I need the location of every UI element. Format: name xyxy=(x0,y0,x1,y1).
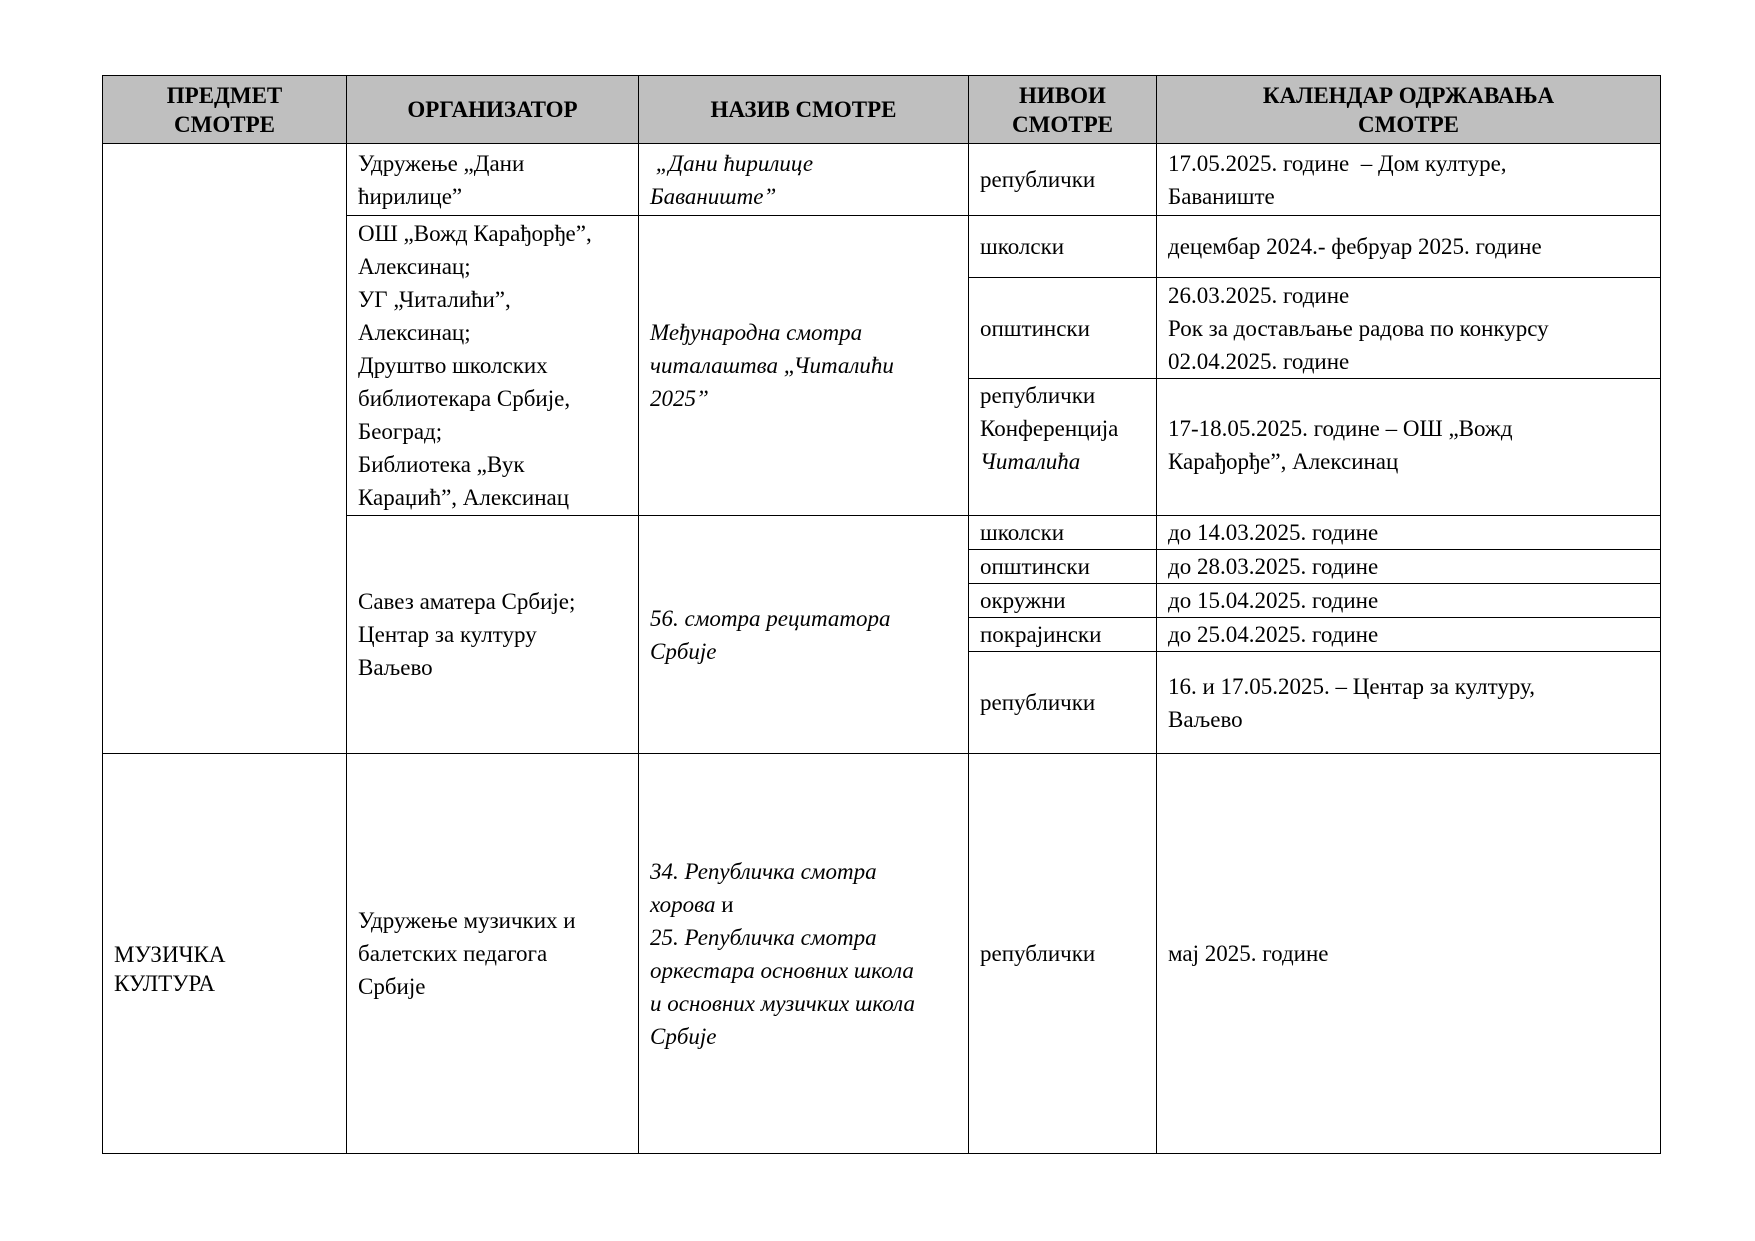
title-cell: „Дани ћирилице Баваниште” xyxy=(639,144,969,216)
header-level: НИВОИ СМОТРЕ xyxy=(969,76,1157,144)
title-conjunction: и xyxy=(715,891,734,917)
level-cell: школски xyxy=(969,516,1157,550)
calendar-cell: 17-18.05.2025. године – ОШ „Вожд Карађорђе”, Алексинац xyxy=(1157,379,1661,516)
subject-cell-empty xyxy=(103,144,347,754)
title-cell: 34. Републичка смотра хорова и 25. Републичка смотра оркестара основних школа и основних музичких школа Србије xyxy=(639,754,969,1154)
level-cell: републички xyxy=(969,652,1157,754)
level-cell: општински xyxy=(969,550,1157,584)
header-subject: ПРЕДМЕТ СМОТРЕ xyxy=(103,76,347,144)
title-cell: Међународна смотра читалаштва „Читалићи 2025” xyxy=(639,216,969,516)
organizer-cell: Савез аматера Србије; Центар за културу Ваљево xyxy=(347,516,639,754)
calendar-cell: 16. и 17.05.2025. – Центар за културу, Ваљево xyxy=(1157,652,1661,754)
level-cell: републички xyxy=(969,144,1157,216)
calendar-cell: до 15.04.2025. године xyxy=(1157,584,1661,618)
table-row xyxy=(103,754,1661,1154)
subject-cell: МУЗИЧКА КУЛТУРА xyxy=(103,754,347,1154)
calendar-cell: 17.05.2025. године – Дом културе, Баваниште xyxy=(1157,144,1661,216)
header-organizer: ОРГАНИЗАТОР xyxy=(347,76,639,144)
header-calendar: КАЛЕНДАР ОДРЖАВАЊА СМОТРЕ xyxy=(1157,76,1661,144)
calendar-cell: до 28.03.2025. године xyxy=(1157,550,1661,584)
level-cell: републички Конференција Читалића xyxy=(969,379,1157,516)
organizer-cell: Удружење музичких и балетских педагога Србије xyxy=(347,754,639,1154)
calendar-cell: 26.03.2025. године Рок за достављање радова по конкурсу 02.04.2025. године xyxy=(1157,278,1661,379)
title-cell: 56. смотра рецитатора Србије xyxy=(639,516,969,754)
level-cell: општински xyxy=(969,278,1157,379)
calendar-cell: до 25.04.2025. године xyxy=(1157,618,1661,652)
calendar-cell: до 14.03.2025. године xyxy=(1157,516,1661,550)
header-title: НАЗИВ СМОТРЕ xyxy=(639,76,969,144)
organizer-cell: ОШ „Вожд Карађорђе”, Алексинац; УГ „Читалићи”, Алексинац; Друштво школских библиотекара Србије, Београд; Библиотека „Вук Караџић”, Алексинац xyxy=(347,216,639,516)
level-cell: школски xyxy=(969,216,1157,278)
table-header-row xyxy=(103,76,1661,144)
organizer-cell: Удружење „Дани ћирилице” xyxy=(347,144,639,216)
calendar-cell: децембар 2024.- фебруар 2025. године xyxy=(1157,216,1661,278)
calendar-cell: мај 2025. године xyxy=(1157,754,1661,1154)
level-cell: покрајински xyxy=(969,618,1157,652)
table-row xyxy=(103,144,1661,216)
level-cell: окружни xyxy=(969,584,1157,618)
competitions-table xyxy=(102,75,1661,1154)
level-cell: републички xyxy=(969,754,1157,1154)
